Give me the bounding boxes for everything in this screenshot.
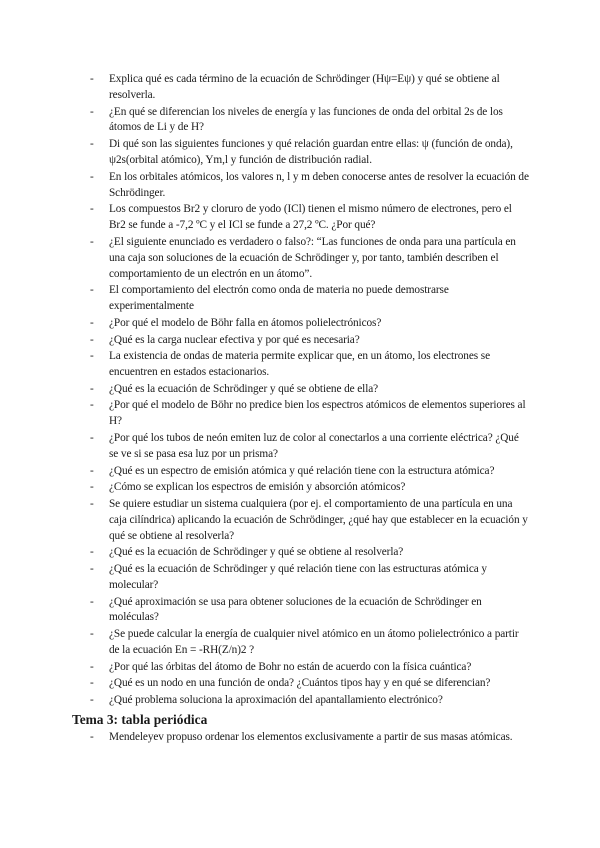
question-item bbox=[88, 480, 530, 496]
list-item-text: ¿Qué es la carga nuclear efectiva y por qué es necesaria? bbox=[109, 333, 360, 346]
question-item bbox=[88, 170, 530, 202]
bullet-dash: - bbox=[90, 481, 94, 494]
bullet-dash: - bbox=[90, 399, 94, 412]
question-item bbox=[88, 202, 530, 234]
question-item bbox=[88, 235, 530, 283]
section-item bbox=[88, 730, 530, 746]
list-item-text: ¿Por qué los tubos de neón emiten luz de color al conectarlos a una corriente eléctrica? ¿Qué se ve si se pasa esa luz por un prisma? bbox=[109, 431, 519, 460]
question-item bbox=[88, 72, 530, 104]
bullet-dash: - bbox=[90, 203, 94, 216]
list-item-text: Explica qué es cada término de la ecuación de Schrödinger (Hψ=Eψ) y qué se obtiene al resolverla. bbox=[109, 73, 500, 101]
bullet-dash: - bbox=[90, 284, 94, 297]
section-heading: Tema 3: tabla periódica bbox=[72, 712, 208, 727]
bullet-dash: - bbox=[90, 731, 94, 743]
question-item bbox=[88, 333, 530, 349]
bullet-dash: - bbox=[90, 660, 94, 673]
question-item bbox=[88, 562, 530, 594]
bullet-dash: - bbox=[90, 170, 94, 183]
list-item-text: ¿El siguiente enunciado es verdadero o falso?: “Las funciones de onda para una partícula en una caja son soluciones de la ecuación de Schrödinger y, por tanto, también describen el comportamiento de un electrón en un átomo”. bbox=[109, 235, 516, 280]
bullet-dash: - bbox=[90, 431, 94, 444]
question-item bbox=[88, 382, 530, 398]
question-item bbox=[88, 137, 530, 169]
bullet-dash: - bbox=[90, 595, 94, 608]
bullet-dash: - bbox=[90, 316, 94, 329]
list-item-text: ¿Cómo se explican los espectros de emisión y absorción atómicos? bbox=[109, 481, 406, 494]
question-item bbox=[88, 497, 530, 545]
bullet-dash: - bbox=[90, 235, 94, 248]
list-item-text: Di qué son las siguientes funciones y qué relación guardan entre ellas: ψ (función de onda), ψ2s(orbital atómico), Ym,l y función de distribución radial. bbox=[109, 138, 513, 167]
question-item bbox=[88, 316, 530, 332]
bullet-dash: - bbox=[90, 350, 94, 363]
question-item bbox=[88, 627, 530, 659]
bullet-dash: - bbox=[90, 73, 94, 85]
question-item bbox=[88, 693, 530, 709]
list-item-text: ¿Qué es un nodo en una función de onda? ¿Cuántos tipos hay y en qué se diferencian? bbox=[109, 677, 491, 690]
list-item-text: ¿Qué es un espectro de emisión atómica y qué relación tiene con la estructura atómica? bbox=[109, 464, 495, 477]
list-item-text: Se quiere estudiar un sistema cualquiera (por ej. el comportamiento de una partícula en una caja cilíndrica) aplicando la ecuación de Schrödinger, ¿qué hay que establecer en la ecuación y qué se obtiene al resolverla? bbox=[109, 497, 528, 542]
bullet-dash: - bbox=[90, 546, 94, 559]
list-item-text: ¿Qué es la ecuación de Schrödinger y qué se obtiene de ella? bbox=[109, 382, 379, 395]
list-item-text: ¿Qué problema soluciona la aproximación del apantallamiento electrónico? bbox=[109, 693, 443, 706]
list-item-text: Los compuestos Br2 y cloruro de yodo (ICl) tienen el mismo número de electrones, pero el Br2 se funde a -7,2 ºC y el ICl se funde a 27,2 ºC. ¿Por qué? bbox=[109, 203, 512, 232]
bullet-dash: - bbox=[90, 677, 94, 690]
question-item bbox=[88, 431, 530, 463]
list-item-text: Mendeleyev propuso ordenar los elementos exclusivamente a partir de sus masas atómicas. bbox=[109, 731, 513, 743]
question-item bbox=[88, 349, 530, 381]
bullet-dash: - bbox=[90, 693, 94, 706]
list-item-text: ¿En qué se diferencian los niveles de energía y las funciones de onda del orbital 2s de los átomos de Li y de H? bbox=[109, 105, 503, 134]
question-item bbox=[88, 660, 530, 676]
list-item-text: La existencia de ondas de materia permite explicar que, en un átomo, los electrones se encuentren en estados estacionarios. bbox=[109, 350, 490, 379]
list-item-text: ¿Por qué el modelo de Böhr no predice bien los espectros atómicos de elementos superiores al H? bbox=[109, 399, 526, 428]
question-item bbox=[88, 398, 530, 430]
bullet-dash: - bbox=[90, 497, 94, 510]
question-list bbox=[88, 72, 530, 710]
question-item bbox=[88, 464, 530, 480]
list-item-text: ¿Por qué el modelo de Böhr falla en átomos polielectrónicos? bbox=[109, 316, 382, 329]
question-item bbox=[88, 545, 530, 561]
bullet-dash: - bbox=[90, 138, 94, 151]
list-item-text: ¿Qué es la ecuación de Schrödinger y qué se obtiene al resolverla? bbox=[109, 546, 404, 559]
bullet-dash: - bbox=[90, 464, 94, 477]
bullet-dash: - bbox=[90, 562, 94, 575]
section-item-list bbox=[88, 730, 530, 746]
bullet-dash: - bbox=[90, 105, 94, 118]
list-item-text: ¿Se puede calcular la energía de cualquier nivel atómico en un átomo polielectrónico a partir de la ecuación En = -RH(Z/n)2 ? bbox=[109, 628, 519, 656]
list-item-text: ¿Qué aproximación se usa para obtener soluciones de la ecuación de Schrödinger en moléculas? bbox=[109, 595, 482, 624]
list-item-text: El comportamiento del electrón como onda de materia no puede demostrarse experimentalmente bbox=[109, 284, 449, 313]
question-item bbox=[88, 595, 530, 627]
list-item-text: En los orbitales atómicos, los valores n, l y m deben conocerse antes de resolver la ecuación de Schrödinger. bbox=[109, 170, 529, 199]
list-item-text: ¿Por qué las órbitas del átomo de Bohr no están de acuerdo con la física cuántica? bbox=[109, 660, 472, 673]
question-item bbox=[88, 283, 530, 315]
question-item bbox=[88, 105, 530, 137]
question-item bbox=[88, 676, 530, 692]
list-item-text: ¿Qué es la ecuación de Schrödinger y qué relación tiene con las estructuras atómica y molecular? bbox=[109, 562, 487, 591]
bullet-dash: - bbox=[90, 382, 94, 395]
bullet-dash: - bbox=[90, 628, 94, 641]
bullet-dash: - bbox=[90, 333, 94, 346]
